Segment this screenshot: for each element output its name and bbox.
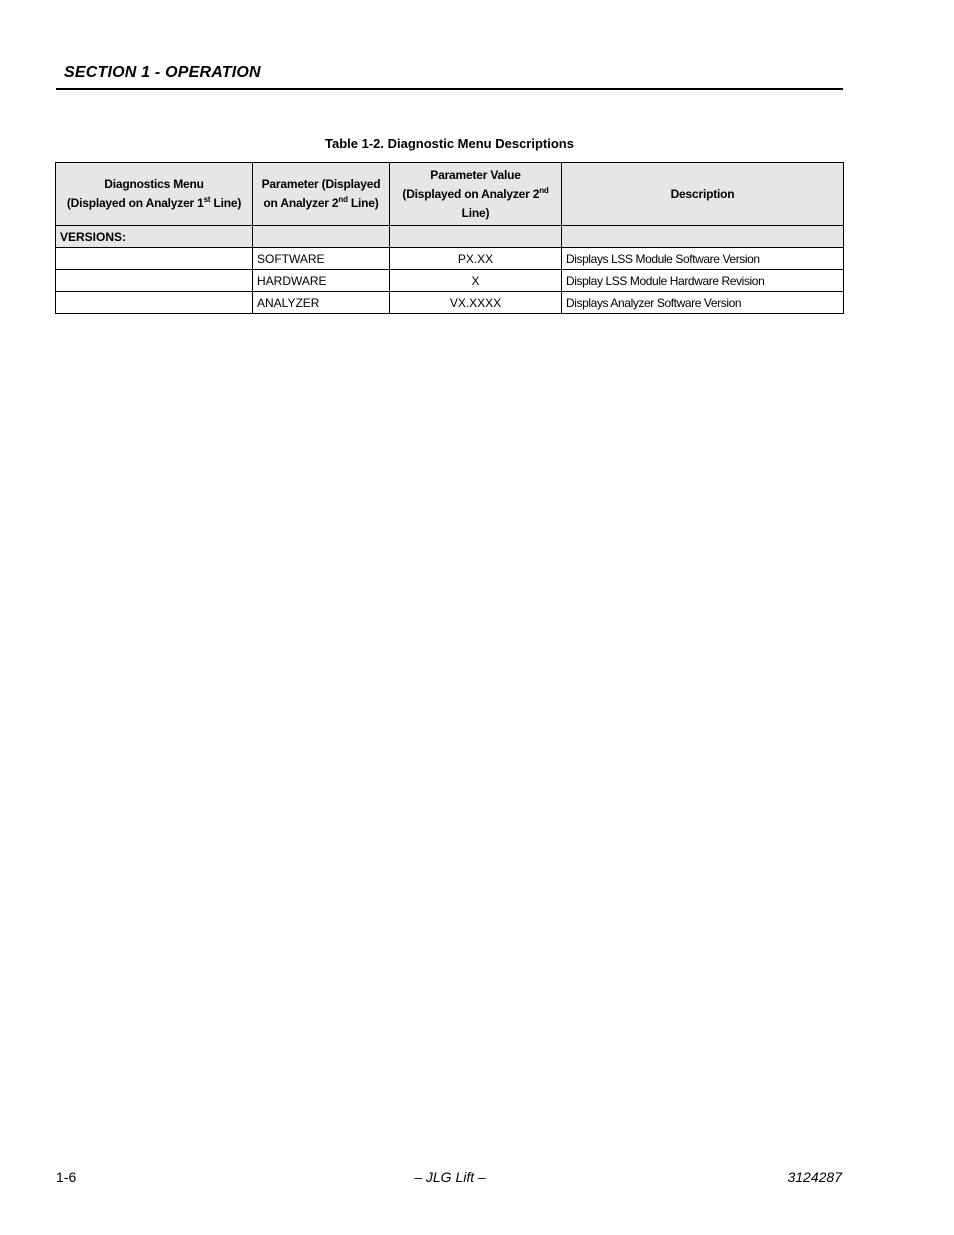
group-label: VERSIONS:	[56, 226, 253, 248]
footer-brand: – JLG Lift –	[414, 1169, 486, 1185]
row-description: Displays Analyzer Software Version	[562, 292, 844, 314]
document-number: 3124287	[787, 1169, 842, 1185]
group-row-versions	[56, 226, 844, 248]
row-parameter: HARDWARE	[253, 270, 390, 292]
section-divider	[56, 88, 843, 90]
row-value: X	[390, 270, 562, 292]
row-parameter: SOFTWARE	[253, 248, 390, 270]
row-description: Display LSS Module Hardware Revision	[562, 270, 844, 292]
diagnostic-menu-table	[55, 162, 844, 314]
table-row	[56, 292, 844, 314]
row-value: VX.XXXX	[390, 292, 562, 314]
header-parameter: Parameter (Displayed on Analyzer 2nd Line)	[253, 163, 390, 226]
row-value: PX.XX	[390, 248, 562, 270]
table-row	[56, 248, 844, 270]
page-number: 1-6	[56, 1169, 77, 1185]
header-description: Description	[562, 163, 844, 226]
table-caption: Table 1-2. Diagnostic Menu Descriptions	[325, 136, 574, 151]
header-diagnostics-menu: Diagnostics Menu (Displayed on Analyzer 1st Line)	[56, 163, 253, 226]
table-header-row	[56, 163, 844, 226]
row-parameter: ANALYZER	[253, 292, 390, 314]
header-parameter-value: Parameter Value (Displayed on Analyzer 2nd Line)	[390, 163, 562, 226]
section-title: SECTION 1 - OPERATION	[64, 64, 261, 81]
table-row	[56, 270, 844, 292]
row-description: Displays LSS Module Software Version	[562, 248, 844, 270]
